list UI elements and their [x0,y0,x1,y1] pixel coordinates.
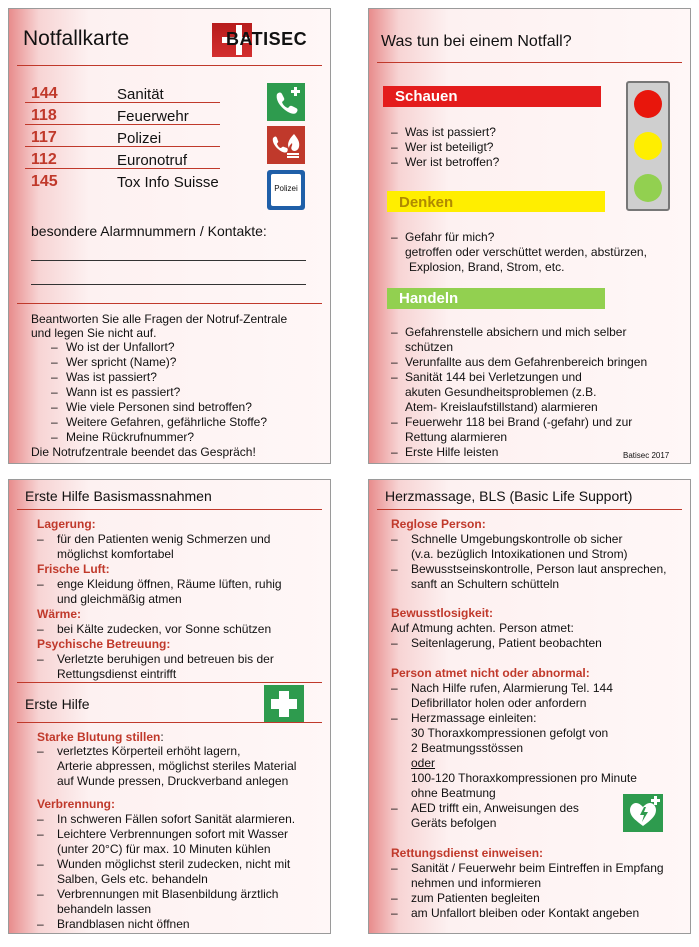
dash: – [37,827,44,841]
section-heading: Person atmet nicht oder abnormal: [391,666,590,680]
section-heading: Lagerung: [37,517,96,531]
dash: – [391,355,398,369]
dash: – [391,415,398,429]
schauen-heading: Schauen [395,88,458,105]
text-line: Auf Atmung achten. Person atmet: [391,621,574,635]
text-line: nehmen und informieren [411,876,542,890]
intro-line-1: Beantworten Sie alle Fragen der Notruf-Zentrale [31,312,288,326]
text-line: Verletzte beruhigen und betreuen bis der [57,652,274,666]
text-line: zum Patienten begleiten [411,891,540,905]
section-heading: Reglose Person: [391,517,486,531]
emergency-card [8,8,331,464]
dash: – [391,125,398,139]
question-item: Wo ist der Unfallort? [66,340,175,354]
dash: – [391,891,398,905]
q-dash: – [51,385,58,399]
first-aid-card [8,479,331,934]
card-title: Was tun bei einem Notfall? [381,33,572,50]
contact-line-2 [31,284,306,285]
outro-text: Die Notrufzentrale beendet das Gespräch! [31,445,256,459]
handeln-item: Erste Hilfe leisten [405,445,499,459]
first-aid-cross-icon [264,685,304,723]
footer-text: Batisec 2017 [623,451,670,460]
number-112: 112 [31,151,57,168]
denken-line: Explosion, Brand, Strom, etc. [409,260,565,274]
text-line: Salben, Gels etc. behandeln [57,872,208,886]
contact-line-1 [31,260,306,261]
fire-phone-icon [267,126,305,164]
question-item: Meine Rückrufnummer? [66,430,195,444]
label-euronotruf: Euronotruf [117,152,188,169]
section-heading: Frische Luft: [37,562,110,576]
text-line: Rettungsdienst eintrifft [57,667,177,681]
dash: – [37,652,44,666]
number-145: 145 [31,173,58,190]
denken-line: Gefahr für mich? [405,230,495,244]
section-heading: Starke Blutung stillen: [37,730,164,744]
handeln-item: Sanität 144 bei Verletzungen und [405,370,582,384]
card-title: Notfallkarte [23,27,130,50]
text-line: am Unfallort bleiben oder Kontakt angeben [411,906,640,920]
text-line: Verbrennungen mit Blasenbildung ärztlich [57,887,279,901]
text-line: Sanität / Feuerwehr beim Eintreffen in Empfang [411,861,664,875]
section-heading: Rettungsdienst einweisen: [391,846,544,860]
what-to-do-card [368,8,691,464]
section-title: Erste Hilfe [25,696,90,712]
handeln-item: Feuerwehr 118 bei Brand (-gefahr) und zur [405,415,633,429]
label-feuerwehr: Feuerwehr [117,108,189,125]
text-line: Seitenlagerung, Patient beobachten [411,636,602,650]
q-dash: – [51,340,58,354]
q-dash: – [51,355,58,369]
text-line: Arterie abpressen, möglichst steriles Material [57,759,297,773]
dash: – [37,887,44,901]
text-line: 30 Thoraxkompressionen gefolgt von [411,726,609,740]
text-line: möglichst komfortabel [57,547,174,561]
dash: – [391,562,398,576]
text-line: Schnelle Umgebungskontrolle ob sicher [411,532,623,546]
question-item: Weitere Gefahren, gefährliche Stoffe? [66,415,268,429]
traffic-light-icon [626,81,670,211]
dash: – [37,532,44,546]
number-117: 117 [31,129,57,146]
dash: – [37,577,44,591]
logo-text: BATISEC [226,29,308,49]
card-title: Erste Hilfe Basismassnahmen [25,488,212,504]
text-line: Nach Hilfe rufen, Alarmierung Tel. 144 [411,681,613,695]
text-line: Bewusstseinskontrolle, Person laut ansprechen, [411,562,667,576]
text-line: Geräts befolgen [411,816,497,830]
label-tox-info: Tox Info Suisse [117,174,219,191]
text-line: Leichtere Verbrennungen sofort mit Wasser [57,827,289,841]
schauen-item: Wer ist betroffen? [405,155,500,169]
handeln-item: Gefahrenstelle absichern und mich selber [405,325,627,339]
handeln-item: Verunfallte aus dem Gefahrenbereich bringen [405,355,648,369]
handeln-heading: Handeln [399,290,459,307]
text-line: und gleichmäßig atmen [57,592,182,606]
dash: – [37,917,44,931]
text-line: sanft an Schultern schütteln [411,577,560,591]
denken-heading: Denken [399,194,454,211]
number-118: 118 [31,107,57,124]
text-line: 2 Beatmungsstössen [411,741,524,755]
question-item: Wie viele Personen sind betroffen? [66,400,252,414]
schauen-item: Was ist passiert? [405,125,496,139]
question-item: Was ist passiert? [66,370,157,384]
dash: – [391,140,398,154]
q-dash: – [51,415,58,429]
section-heading: Verbrennung: [37,797,116,811]
dash: – [391,711,398,725]
handeln-item: Atem- Kreislaufstillstand) alarmieren [405,400,598,414]
label-polizei: Polizei [117,130,162,147]
police-sign-icon [267,170,305,210]
handeln-item: akuten Gesundheitsproblemen (z.B. [405,385,597,399]
handeln-item: Rettung alarmieren [405,430,508,444]
dash: – [391,906,398,920]
denken-line: getroffen oder verschüttet werden, abstürzen, [405,245,647,259]
dash: – [37,812,44,826]
text-line: AED trifft ein, Anweisungen des [411,801,579,815]
question-item: Wann ist es passiert? [66,385,181,399]
text-line: verletztes Körperteil erhöht lagern, [57,744,241,758]
dash: – [391,445,398,459]
dash: – [391,370,398,384]
text-line: Wunden möglichst steril zudecken, nicht mit [57,857,291,871]
q-dash: – [51,400,58,414]
handeln-item: schützen [405,340,454,354]
text-line: Brandblasen nicht öffnen [57,917,190,931]
dash: – [37,622,44,636]
card-title: Herzmassage, BLS (Basic Life Support) [385,488,633,504]
intro-line-2: und legen Sie nicht auf. [31,326,157,340]
text-line: für den Patienten wenig Schmerzen und [57,532,271,546]
aed-defibrillator-icon [623,794,663,832]
number-144: 144 [31,85,58,102]
question-item: Wer spricht (Name)? [66,355,177,369]
bls-card [368,479,691,934]
text-line: enge Kleidung öffnen, Räume lüften, ruhig [57,577,282,591]
dash: – [391,155,398,169]
text-line: auf Wunde pressen, Druckverband anlegen [57,774,289,788]
dash: – [391,532,398,546]
text-line: (v.a. bezüglich Intoxikationen und Strom) [411,547,628,561]
batisec-logo [212,23,314,57]
section-heading: Bewusstlosigkeit: [391,606,494,620]
dash: – [391,230,398,244]
text-line: ohne Beatmung [411,786,496,800]
dash: – [391,325,398,339]
dash: – [391,861,398,875]
emergency-phone-icon [267,83,305,121]
section-heading: Wärme: [37,607,82,621]
text-line: Herzmassage einleiten: [411,711,537,725]
q-dash: – [51,370,58,384]
contacts-label: besondere Alarmnummern / Kontakte: [31,223,267,239]
text-line: 100-120 Thoraxkompressionen pro Minute [411,771,637,785]
text-line: (unter 20°C) für max. 10 Minuten kühlen [57,842,271,856]
dash: – [391,801,398,815]
dash: – [37,744,44,758]
text-line: oder [411,756,436,770]
schauen-item: Wer ist beteiligt? [405,140,494,154]
q-dash: – [51,430,58,444]
dash: – [37,857,44,871]
dash: – [391,636,398,650]
text-line: In schweren Fällen sofort Sanität alarmieren. [57,812,296,826]
text-line: Defibrillator holen oder anfordern [411,696,587,710]
section-heading: Psychische Betreuung: [37,637,171,651]
text-line: bei Kälte zudecken, vor Sonne schützen [57,622,272,636]
dash: – [391,681,398,695]
label-sanitaet: Sanität [117,86,164,103]
police-sign-label: Polizei [274,184,298,193]
text-line: behandeln lassen [57,902,152,916]
